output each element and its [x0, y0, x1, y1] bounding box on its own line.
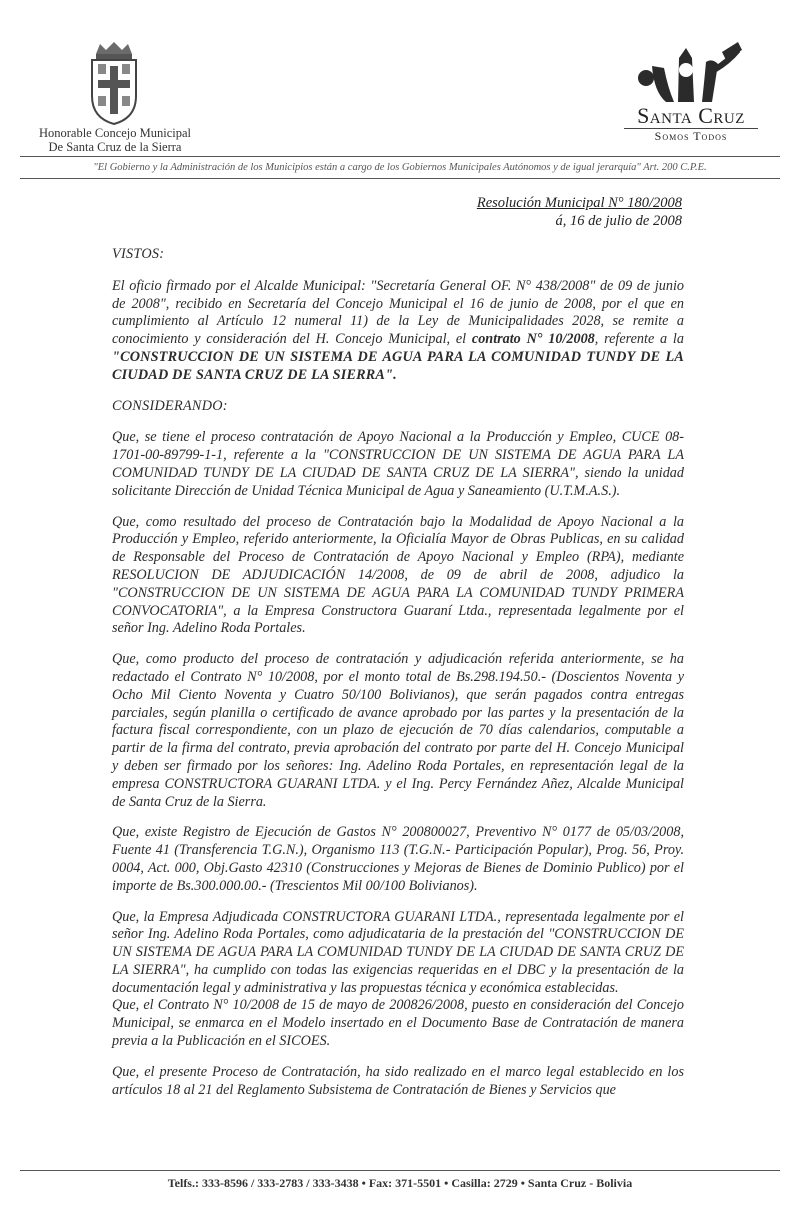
considerando-paragraph-1: Que, se tiene el proceso contratación de Apoyo Nacional a la Producción y Empleo, CUCE 08-1701-00-89799-1-1, referente a la "CONSTRUCCION DE UN SISTEMA DE AGUA PARA LA COMUNIDAD TUNDY DE LA CIUDAD DE SANTA CRUZ DE LA SIERRA", siendo la unidad solicitante Dirección de Unidad Técnica Municipal de Agua y Saneamiento (U.T.M.A.S.). — [112, 429, 684, 499]
footer-contact: Telfs.: 333-8596 / 333-2783 / 333-3438 • Fax: 371-5501 • Casilla: 2729 • Santa Cruz - Bolivia — [167, 1176, 633, 1190]
resolution-title: Resolución Municipal N° 180/2008 — [476, 195, 682, 211]
considerando-paragraph-5: Que, la Empresa Adjudicada CONSTRUCTORA GUARANI LTDA., representada legalmente por el señor Ing. Adelino Roda Portales, como adjudicataria de la prestación del "CONSTRUCCION DE UN SISTEMA DE AGUA PARA LA COMUNIDAD TUNDY DE LA CIUDAD DE SANTA CRUZ DE LA SIERRA", ha cumplido con todas las exigencias requeridas en el DBC y la presentación de la documentación legal y administrativa y las propuestas técnica y económica establecidas. — [112, 908, 684, 996]
coat-of-arms-icon — [86, 40, 142, 126]
considerando-paragraph-7: Que, el presente Proceso de Contratación, ha sido realizado en el marco legal establecido en los artículos 18 al 21 del Reglamento Subsistema de Contratación de Bienes y Servicios que — [112, 1063, 684, 1098]
letterhead — [0, 0, 800, 173]
document-body — [112, 240, 684, 1112]
constitution-quote: "El Gobierno y la Administración de los Municipios están a cargo de los Gobiernos Municipales Autónomos y de igual jerarquía" Art. 200 C.P.E. — [93, 162, 707, 173]
council-name — [20, 126, 210, 154]
vistos-heading: VISTOS: — [112, 246, 165, 262]
project-name: "CONSTRUCCION DE UN SISTEMA DE AGUA PARA LA COMUNIDAD TUNDY DE LA CIUDAD DE SANTA CRUZ DE LA SIERRA". — [112, 348, 684, 383]
brand — [616, 104, 766, 143]
org-line-2: De Santa Cruz de la Sierra — [48, 140, 182, 154]
considerando-paragraph-6: Que, el Contrato N° 10/2008 de 15 de mayo de 200826/2008, puesto en consideración del Concejo Municipal, se enmarca en el Modelo insertado en el Documento Base de Contratación de manera previa a la Publicación en el SICOES. — [112, 997, 684, 1050]
vistos-intro: El oficio firmado por el Alcalde Municipal: "Secretaría General OF. N° 438/2008" de 09 de junio de 2008", recibido en Secretaría del Concejo Municipal el 16 de junio de 2008, por el que en cumplimiento al Artículo 12 numeral 11) de la Ley de Municipalidades 2028, se remite a conocimiento y consideración del H. Concejo Municipal, el — [112, 277, 684, 348]
resolution-date: á, 16 de julio de 2008 — [555, 213, 682, 229]
org-line-1: Honorable Concejo Municipal — [38, 126, 192, 140]
considerando-paragraph-3: Que, como producto del proceso de contratación y adjudicación referida anteriormente, se ha redactado el Contrato N° 10/2008, por el monto total de Bs.298.194.50.- (Doscientos Noventa y Ocho Mil Ciento Noventa y Cuatro 50/100 Bolivianos), que serán pagados contra entregas parciales, según planilla o certificado de avance aprobado por las partes y la presentación de la factura fiscal correspondiente, con un plazo de ejecución de 70 días calendarios, computable a partir de la firma del contrato, previa aprobación del contrato por parte del H. Concejo Municipal y deben ser firmado por los señores: Ing. Adelino Roda Portales, en representación legal de la empresa CONSTRUCTORA GUARANI LTDA. y el Ing. Percy Fernández Añez, Alcalde Municipal de Santa Cruz de la Sierra. — [112, 651, 684, 810]
considerando-paragraph-2: Que, como resultado del proceso de Contratación bajo la Modalidad de Apoyo Nacional a la Producción y Empleo, referido anteriormente, la Oficialía Mayor de Obras Publicas, en su calidad de Responsable del Proceso de Contratación de Apoyo Nacional y Empleo (RPA), mediante RESOLUCION DE ADJUDICACIÓN 14/2008, de 09 de abril de 2008, adjudico la "CONSTRUCCION DE UN SISTEMA DE AGUA PARA LA COMUNIDAD TUNDY PRIMERA CONVOCATORIA", a la Empresa Constructora Guaraní Ltda., representada legalmente por el señor Ing. Adelino Roda Portales. — [112, 513, 684, 637]
vistos-paragraph — [112, 278, 684, 385]
contract-reference: contrato N° 10/2008 — [471, 331, 595, 348]
footer-divider — [20, 1170, 780, 1171]
considerando-paragraph-4: Que, existe Registro de Ejecución de Gastos N° 200800027, Preventivo N° 0177 de 05/03/2008, Fuente 41 (Transferencia T.G.N.), Organismo 113 (T.G.N.- Participación Popular), Prog. 56, Proy. 0004, Act. 000, Obj.Gasto 42310 (Construcciones y Mejoras de Bienes de Dominio Publico) por el importe de Bs.300.000.00.- (Trescientos Mil 00/100 Bolivianos). — [112, 824, 684, 894]
quote-divider — [20, 178, 780, 179]
brand-name: Santa Cruz — [637, 103, 745, 128]
vistos-mid: , referente a la — [594, 331, 684, 348]
considerando-heading: CONSIDERANDO: — [112, 397, 228, 414]
header-divider — [20, 156, 780, 157]
brand-tagline: Somos Todos — [654, 129, 728, 143]
